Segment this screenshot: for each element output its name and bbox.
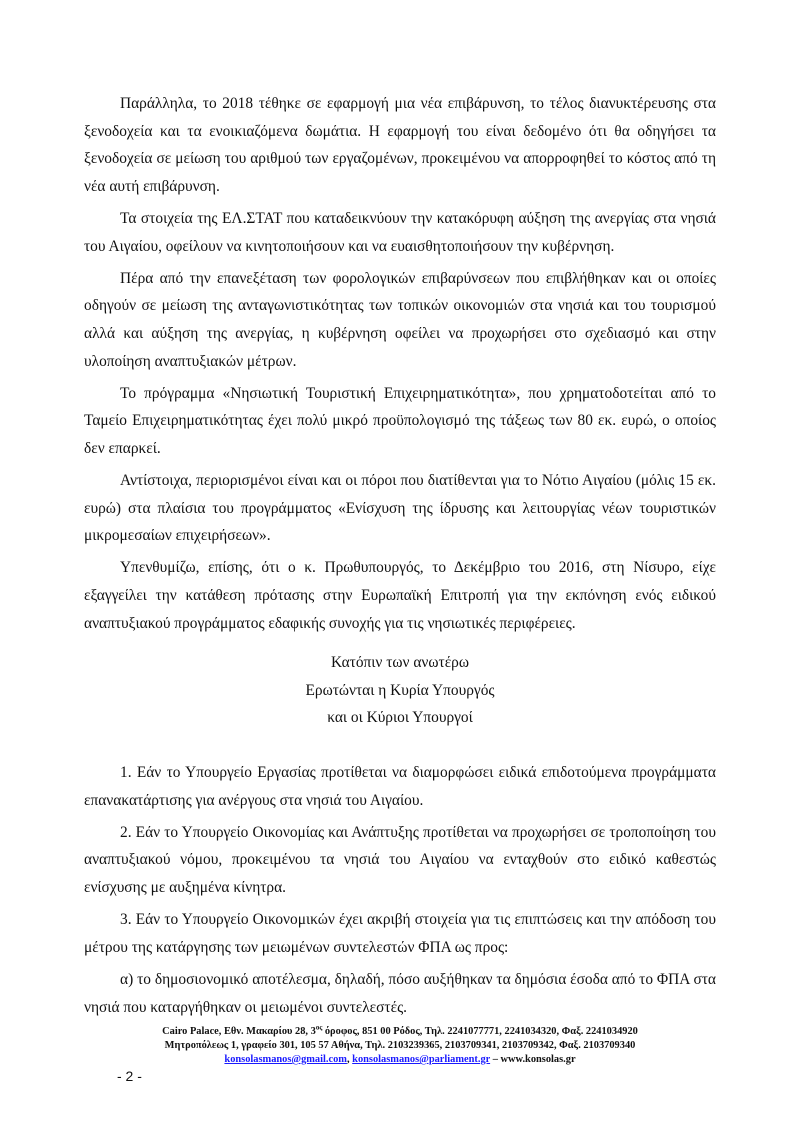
closing-line: Κατόπιν των ανωτέρω: [331, 654, 469, 671]
questions-list: [84, 759, 716, 1026]
paragraph: Παράλληλα, το 2018 τέθηκε σε εφαρμογή μια νέα επιβάρυνση, το τέλος διανυκτέρευσης στα ξενοδοχεία και τα ενοικιαζόμενα δωμάτια. Η εφαρμογή του είναι δεδομένο ότι θα οδηγήσει τα ξενοδοχεία σε μείωση του αριθμού των εργαζομένων, προκειμένου να απορροφηθεί το κόστος από τη νέα αυτή επιβάρυνση.: [84, 95, 716, 195]
closing-line: Ερωτώνται η Κυρία Υπουργός: [305, 681, 495, 699]
question-item: α) το δημοσιονομικό αποτέλεσμα, δηλαδή, πόσο αυξήθηκαν τα δημόσια έσοδα από το ΦΠΑ στα νησιά που καταργήθηκαν οι μειωμένοι συντελεστές.: [84, 970, 716, 1016]
question-item: 1. Εάν το Υπουργείο Εργασίας προτίθεται να διαμορφώσει ειδικά επιδοτούμενα προγράμματα επανακατάρτισης για ανέργους στα νησιά του Αιγαίου.: [84, 764, 716, 809]
paragraph: Το πρόγραμμα «Νησιωτική Τουριστική Επιχειρηματικότητα», που χρηματοδοτείται από το Ταμείο Επιχειρηματικότητας έχει πολύ μικρό προϋπολογισμό της τάξεως των 80 εκ. ευρώ, ο οποίος δεν επαρκεί.: [84, 384, 716, 457]
question-item: 3. Εάν το Υπουργείο Οικονομικών έχει ακριβή στοιχεία για τις επιπτώσεις και την απόδοση του μέτρου της κατάργησης των μειωμένων συντελεστών ΦΠΑ ως προς:: [84, 911, 716, 956]
question-item: 2. Εάν το Υπουργείο Οικονομίας και Ανάπτυξης προτίθεται να προχωρήσει σε τροποποίηση του αναπτυξιακού νόμου, προκειμένου τα νησιά του Αιγαίου να ενταχθούν στο ειδικό καθεστώς ενίσχυσης με αυξημένα κίνητρα.: [84, 823, 716, 896]
paragraph: Υπενθυμίζω, επίσης, ότι ο κ. Πρωθυπουργός, το Δεκέμβριο του 2016, στη Νίσυρο, είχε εξαγγείλει την κατάθεση πρότασης στην Ευρωπαϊκή Επιτροπή για την εκπόνηση ενός ειδικού αναπτυξιακού προγράμματος εδαφικής συνοχής για τις νησιωτικές περιφέρειες.: [84, 559, 716, 632]
footer-address-rhodes: Cairo Palace, Εθν. Μακαρίου 28, $3^{o\varsigma}$ όροφος, 851 00 Ρόδος, Τηλ. 2241077771, 2241034320, Φαξ. 2241034920: [162, 1023, 638, 1037]
page-number: - 2 -: [117, 1068, 142, 1084]
body-text: [84, 90, 716, 642]
email-link-gmail[interactable]: konsolasmanos@gmail.com: [224, 1054, 347, 1065]
paragraph: Τα στοιχεία της ΕΛ.ΣΤΑΤ που καταδεικνύουν την κατακόρυφη αύξηση της ανεργίας στα νησιά του Αιγαίου, οφείλουν να κινητοποιήσουν και να ευαισθητοποιήσουν την κυβέρνηση.: [84, 209, 716, 255]
paragraph: Αντίστοιχα, περιορισμένοι είναι και οι πόροι που διατίθενται για το Νότιο Αιγαίου (μόλις 15 εκ. ευρώ) στα πλαίσια του προγράμματος «Ενίσχυση της ίδρυσης και λειτουργίας νέων τουριστικών μικρομεσαίων επιχειρήσεων».: [84, 472, 716, 545]
email-link-parliament[interactable]: konsolasmanos@parliament.gr: [352, 1054, 491, 1065]
closing-line: και οι Κύριοι Υπουργοί: [327, 709, 473, 727]
footer-address-athens: Μητροπόλεως 1, γραφείο 301, 105 57 Αθήνα, Τηλ. 2103239365, 2103709341, 2103709342, Φαξ. 2103709340: [164, 1040, 636, 1051]
footer-contacts: konsolasmanos@gmail.com, konsolasmanos@parliament.gr – www.konsolas.gr: [224, 1054, 576, 1065]
website-text: – www.konsolas.gr: [490, 1054, 576, 1065]
paragraph: Πέρα από την επανεξέταση των φορολογικών επιβαρύνσεων που επιβλήθηκαν και οι οποίες οδηγούν σε μείωση της ανταγωνιστικότητας των τοπικών οικονομιών στα νησιά και του τουρισμού αλλά και αύξηση της ανεργίας, η κυβέρνηση οφείλει να προχωρήσει στο σχεδιασμό και στην υλοποίηση αναπτυξιακών μέτρων.: [84, 269, 716, 370]
closing-block: [84, 649, 716, 732]
footer: [84, 1025, 716, 1067]
